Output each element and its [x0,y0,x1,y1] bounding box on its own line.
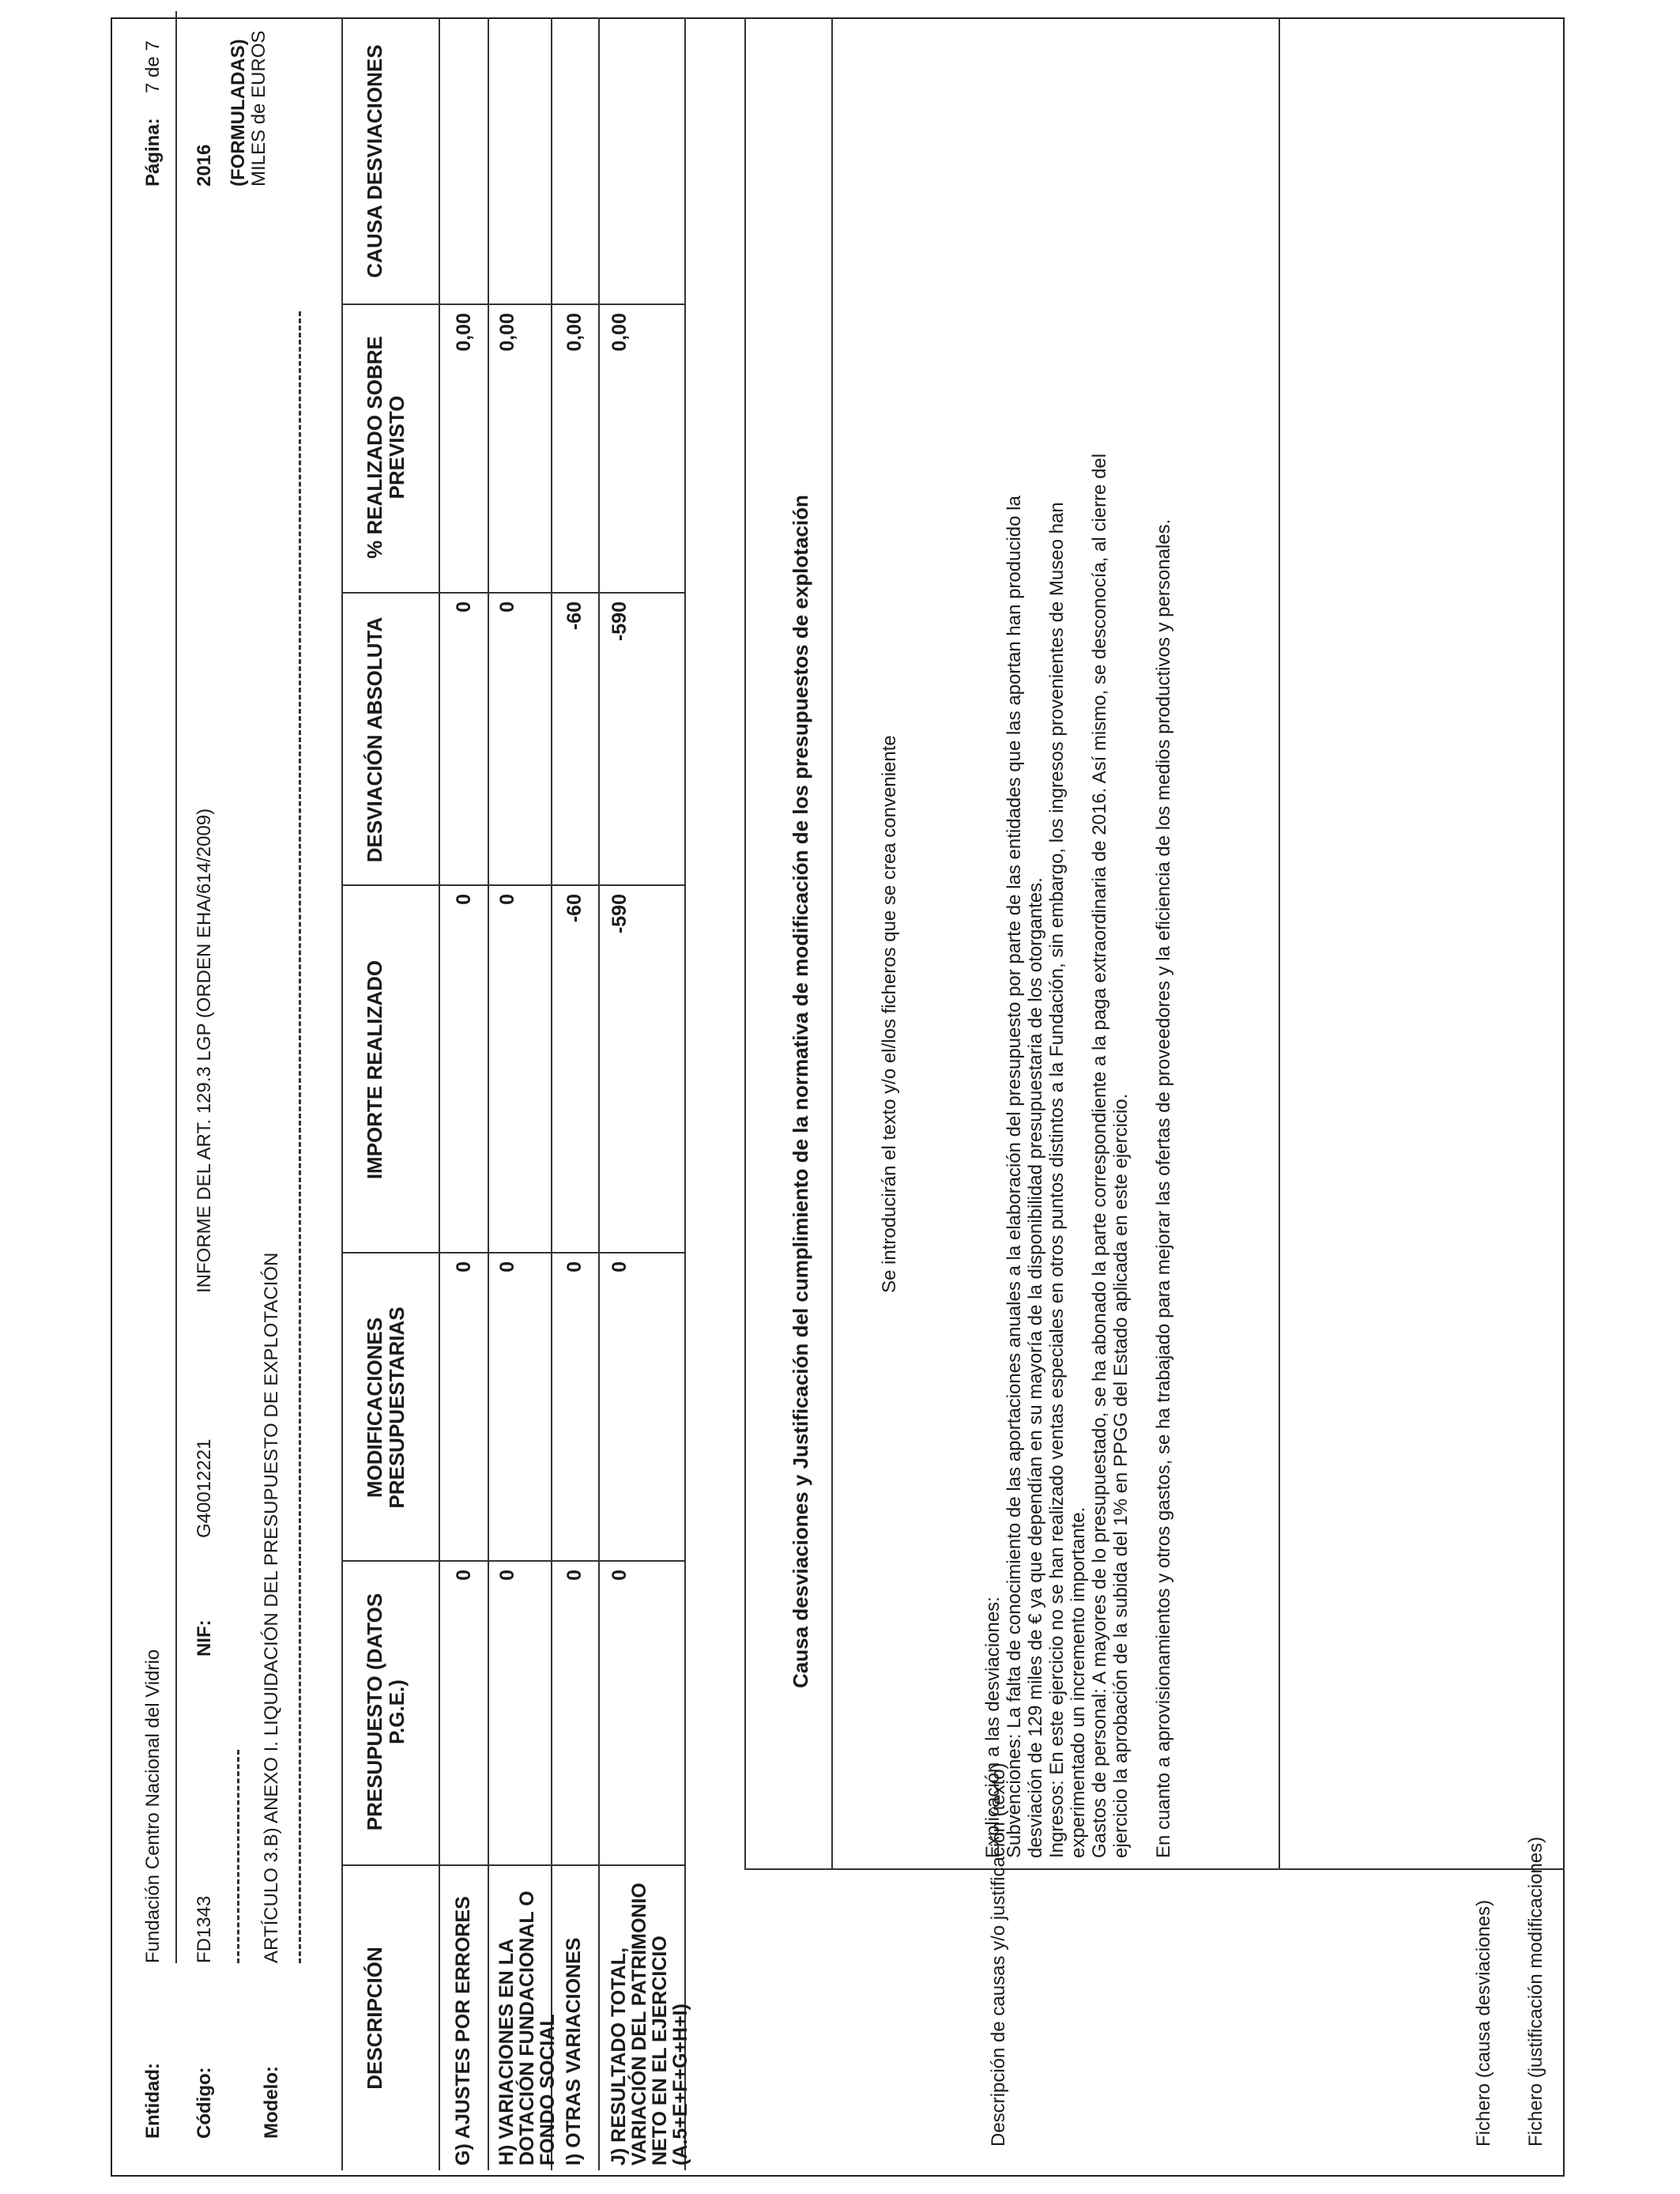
desc-line-5: Gastos de personal: A mayores de lo presupuestado, se ha abonado la parte correspondiente a la paga extraordinaria de 2016. Así mismo, se desconocía, al cierre del [1089,453,1110,1858]
desc-line-4: experimentado un incremento importante. [1068,1506,1089,1858]
row-h-modificaciones: 0 [496,1261,518,1272]
modelo-value: ARTÍCULO 3.B) ANEXO I. LIQUIDACIÓN DEL PRESUPUESTO DE EXPLOTACIÓN [261,1252,282,1963]
col-presupuesto: PRESUPUESTO (DATOS P.G.E.) [363,1593,409,1831]
nif-label: NIF: [194,1619,215,1657]
col-descripcion: DESCRIPCIÓN [363,1947,386,2090]
units: MILES de EUROS [248,30,269,187]
desc-line-6: ejercicio la aprobación de la subida del 1% en PPGG del Estado aplicada en este ejercicio. [1110,1093,1132,1858]
row-i-importe: -60 [563,894,586,923]
col-modificaciones: MODIFICACIONES PRESUPUESTARIAS [363,1306,409,1509]
desc-line-3: Ingresos: En este ejercicio no se han realizado ventas especiales en otros puntos distintos a la Fundación, sin embargo, los ingresos provenientes de Museo han [1046,502,1068,1858]
row-j-desc: J) RESULTADO TOTAL, VARIACIÓN DEL PATRIMONIO NETO EN EL EJERCICIO (A.5+E+F+G+H+I) [608,1883,691,2166]
row-h-desviacion: 0 [496,601,518,613]
year: 2016 [194,144,215,187]
fichero-causa-label: Fichero (causa desviaciones) [1473,1899,1494,2147]
codigo-label: Código: [194,2067,215,2139]
row-h-pct: 0,00 [496,313,518,352]
modelo-label: Modelo: [261,2066,282,2139]
row-i-desc: I) OTRAS VARIACIONES [563,1937,585,2166]
section-hint: Se introducirán el texto y/o el/los ficheros que se crea conveniente [879,735,900,1293]
entidad-value: Fundación Centro Nacional del Vidrio [142,1649,164,1963]
row-j-pct: 0,00 [608,313,631,352]
row-g-desc: G) AJUSTES POR ERRORES [452,1896,474,2166]
row-g-importe: 0 [453,894,475,905]
row-g-modificaciones: 0 [453,1261,475,1272]
desc-line-1: Subvenciones: La falta de conocimiento de las aportaciones anuales a la elaboración del presupuesto por parte de las entidades que las aportan han producido la [1004,496,1025,1858]
pagina-value: 7 de 7 [142,40,164,93]
row-g-desviacion: 0 [453,601,475,613]
fichero-justificacion-label: Fichero (justificación modificaciones) [1525,1836,1546,2147]
row-g-presupuesto: 0 [453,1570,475,1581]
section-title: Causa desviaciones y Justificación del cumplimiento de la normativa de modificación de los presupuestos de explotación [789,495,812,1688]
page-frame [111,17,1565,2177]
codigo-value: FD1343 [194,1895,215,1963]
desc-line-8: En cuanto a aprovisionamientos y otros gastos, se ha trabajado para mejorar las ofertas de proveedores y la eficiencia de los medios productivos y personales. [1153,518,1174,1858]
row-h-desc: H) VARIACIONES EN LA DOTACIÓN FUNDACIONAL O FONDO SOCIAL [495,1891,559,2166]
nif-value: G40012221 [194,1438,215,1538]
col-pct: % REALIZADO SOBRE PREVISTO [363,336,409,559]
row-g-pct: 0,00 [453,313,475,352]
row-j-desviacion: -590 [608,601,631,642]
desc-label: Descripción de causas y/o justificación (texto) [988,1762,1009,2147]
row-i-modificaciones: 0 [563,1261,586,1272]
informe-title: INFORME DEL ART. 129.3 LGP (ORDEN EHA/614/2009) [194,808,215,1293]
row-i-presupuesto: 0 [563,1570,586,1581]
pagina-label: Página: [142,118,164,187]
row-j-modificaciones: 0 [608,1261,631,1272]
col-causa: CAUSA DESVIACIONES [363,44,386,278]
row-h-presupuesto: 0 [496,1570,518,1581]
formuladas: (FORMULADAS) [228,39,249,187]
row-i-desviacion: -60 [563,601,586,631]
entidad-label: Entidad: [142,2063,164,2139]
desc-line-0: Explicación a las desviaciones: [982,1596,1004,1858]
row-j-presupuesto: 0 [608,1570,631,1581]
col-desviacion: DESVIACIÓN ABSOLUTA [363,616,386,863]
row-i-pct: 0,00 [563,313,586,352]
row-j-importe: -590 [608,894,631,934]
desc-line-2: desviación de 129 miles de € ya que dependían en su mayoría de la disponibilidad presupuestaria de los otorgantes. [1025,877,1046,1858]
row-h-importe: 0 [496,894,518,905]
col-importe: IMPORTE REALIZADO [363,959,386,1180]
